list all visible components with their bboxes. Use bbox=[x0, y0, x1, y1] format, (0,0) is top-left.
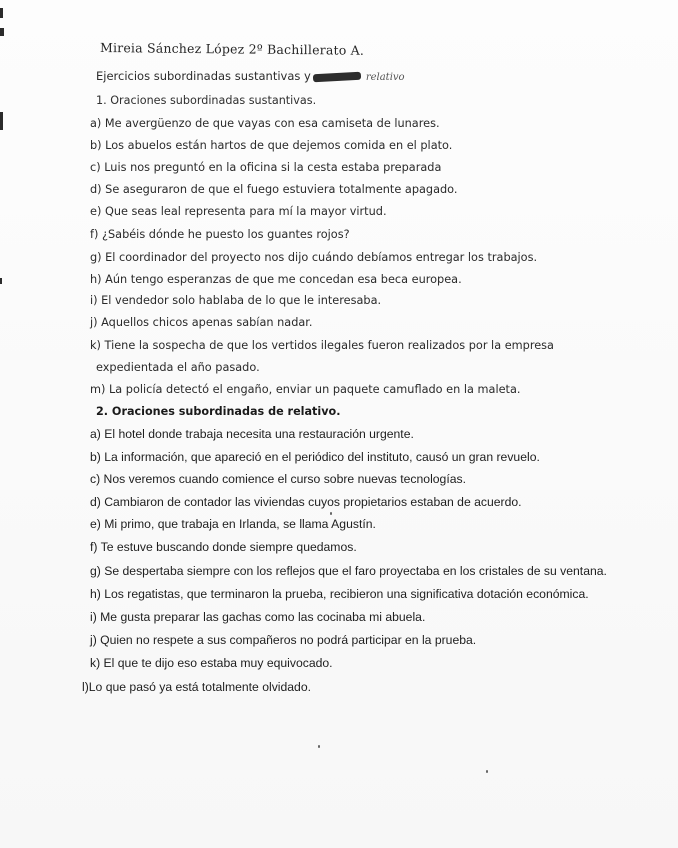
scan-speck bbox=[486, 770, 488, 773]
exercise-line: g) Se despertaba siempre con los reflejos que el faro proyectaba en los cristales de su ventana. bbox=[90, 564, 607, 578]
section-2-heading: 2. Oraciones subordinadas de relativo. bbox=[96, 405, 341, 418]
exercise-line: f) ¿Sabéis dónde he puesto los guantes rojos? bbox=[90, 228, 350, 241]
exercise-line: d) Cambiaron de contador las viviendas cuyos propietarios estaban de acuerdo. bbox=[90, 495, 522, 509]
exercise-line: c) Nos veremos cuando comience el curso sobre nuevas tecnologías. bbox=[90, 472, 466, 486]
binder-mark bbox=[0, 112, 3, 130]
binder-mark bbox=[0, 278, 2, 284]
title-handwritten-correction: relativo bbox=[365, 72, 405, 83]
title-typed: Ejercicios subordinadas sustantivas y bbox=[96, 69, 311, 83]
exercise-line: a) Me avergüenzo de que vayas con esa camiseta de lunares. bbox=[90, 117, 440, 130]
document-title bbox=[96, 69, 405, 83]
exercise-line: h) Los regatistas, que terminaron la prueba, recibieron una significativa dotación económica. bbox=[90, 587, 589, 601]
exercise-line: b) Los abuelos están hartos de que dejemos comida en el plato. bbox=[90, 139, 453, 152]
exercise-line: h) Aún tengo esperanzas de que me concedan esa beca europea. bbox=[90, 273, 462, 286]
exercise-line: l)Lo que pasó ya está totalmente olvidado. bbox=[82, 680, 312, 694]
binder-mark bbox=[0, 28, 4, 36]
binder-mark bbox=[0, 8, 3, 18]
exercise-line: j) Quien no respete a sus compañeros no podrá participar en la prueba. bbox=[90, 633, 477, 647]
exercise-line: d) Se aseguraron de que el fuego estuviera totalmente apagado. bbox=[90, 183, 458, 196]
exercise-line: c) Luis nos preguntó en la oficina si la cesta estaba preparada bbox=[90, 161, 442, 174]
exercise-line: e) Que seas leal representa para mí la mayor virtud. bbox=[90, 205, 387, 218]
exercise-line: j) Aquellos chicos apenas sabían nadar. bbox=[90, 316, 313, 329]
scribbled-out-word bbox=[313, 71, 361, 82]
student-name-handwritten: Mireia Sánchez López 2º Bachillerato A. bbox=[99, 40, 365, 58]
exercise-line: m) La policía detectó el engaño, enviar un paquete camuflado en la maleta. bbox=[90, 383, 521, 396]
exercise-line: e) Mi primo, que trabaja en Irlanda, se llama Agustín. bbox=[90, 517, 376, 531]
exercise-line: g) El coordinador del proyecto nos dijo cuándo debíamos entregar los trabajos. bbox=[90, 251, 538, 264]
scan-speck bbox=[330, 512, 332, 515]
exercise-line: f) Te estuve buscando donde siempre quedamos. bbox=[90, 540, 357, 554]
scan-speck bbox=[318, 745, 320, 748]
section-1-heading: 1. Oraciones subordinadas sustantivas. bbox=[96, 94, 317, 107]
exercise-line-continuation: expedientada el año pasado. bbox=[96, 361, 260, 374]
exercise-line: k) El que te dijo eso estaba muy equivocado. bbox=[90, 656, 333, 670]
exercise-line: a) El hotel donde trabaja necesita una restauración urgente. bbox=[90, 427, 414, 441]
exercise-line: i) El vendedor solo hablaba de lo que le interesaba. bbox=[90, 294, 382, 307]
exercise-line: k) Tiene la sospecha de que los vertidos ilegales fueron realizados por la empresa bbox=[90, 339, 554, 352]
exercise-line: i) Me gusta preparar las gachas como las cocinaba mi abuela. bbox=[90, 610, 426, 624]
margin-marks bbox=[0, 0, 20, 848]
exercise-line: b) La información, que apareció en el periódico del instituto, causó un gran revuelo. bbox=[90, 450, 540, 464]
